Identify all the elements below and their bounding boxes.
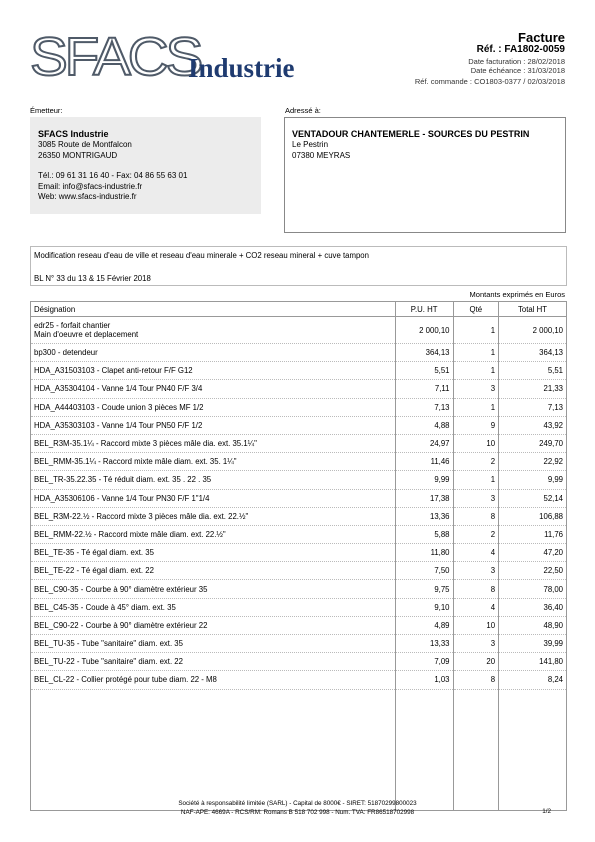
cell-unit-price: 7,13 — [395, 398, 453, 416]
cell-quantity: 9 — [453, 416, 499, 434]
cell-total: 141,80 — [499, 653, 567, 671]
table-row — [31, 362, 567, 380]
cell-unit-price: 17,38 — [395, 489, 453, 507]
cell-quantity: 8 — [453, 671, 499, 689]
cell-total: 364,13 — [499, 344, 567, 362]
table-row — [31, 317, 567, 344]
cell-unit-price: 4,89 — [395, 616, 453, 634]
cell-total: 78,00 — [499, 580, 567, 598]
table-row — [31, 398, 567, 416]
cell-unit-price: 2 000,10 — [395, 317, 453, 344]
table-row — [31, 616, 567, 634]
designation-text: BEL_TR-35.22.35 - Té réduit diam. ext. 35 . 22 . 35 — [34, 475, 212, 485]
cell-total: 249,70 — [499, 434, 567, 452]
description-line2: BL N° 33 du 13 & 15 Février 2018 — [34, 274, 151, 283]
cell-unit-price: 7,09 — [395, 653, 453, 671]
table-row — [31, 434, 567, 452]
recipient-address-line2: 07380 MEYRAS — [292, 150, 351, 160]
cell-quantity: 10 — [453, 616, 499, 634]
cell-quantity: 8 — [453, 580, 499, 598]
cell-unit-price: 9,10 — [395, 598, 453, 616]
cell-total: 48,90 — [499, 616, 567, 634]
cell-total: 8,24 — [499, 671, 567, 689]
table-row — [31, 671, 567, 689]
company-logo — [30, 27, 320, 87]
table-row — [31, 344, 567, 362]
invoice-items-table — [30, 301, 567, 811]
cell-total: 2 000,10 — [499, 317, 567, 344]
invoice-date: Date facturation : 28/02/2018 — [468, 57, 565, 66]
designation-text: HDA_A35304104 - Vanne 1/4 Tour PN40 F/F 3/4 — [34, 384, 203, 394]
designation-text: BEL_C90-35 - Courbe à 90° diamètre extérieur 35 — [34, 584, 208, 594]
table-row — [31, 489, 567, 507]
logo-brand-text: SFACS — [30, 27, 201, 87]
table-row — [31, 471, 567, 489]
cell-designation — [31, 416, 396, 434]
cell-total: 22,50 — [499, 562, 567, 580]
cell-unit-price: 9,75 — [395, 580, 453, 598]
order-reference: Réf. commande : CO1803-0377 / 02/03/2018 — [414, 77, 565, 86]
designation-text: BEL_C45-35 - Coude à 45° diam. ext. 35 — [34, 602, 176, 612]
cell-designation — [31, 344, 396, 362]
page-number: 1/2 — [542, 808, 551, 815]
cell-unit-price: 11,46 — [395, 453, 453, 471]
table-row — [31, 635, 567, 653]
recipient-label: Adressé à: — [285, 106, 321, 115]
recipient-name: VENTADOUR CHANTEMERLE - SOURCES DU PESTRIN — [292, 129, 530, 139]
cell-unit-price: 24,97 — [395, 434, 453, 452]
table-filler-row — [31, 689, 567, 810]
cell-total: 9,99 — [499, 471, 567, 489]
cell-designation — [31, 434, 396, 452]
header-quantity: Qté — [453, 302, 499, 317]
emitter-phone: Tél.: 09 61 31 16 40 - Fax: 04 86 55 63 01 — [38, 171, 188, 180]
cell-designation — [31, 598, 396, 616]
table-row — [31, 507, 567, 525]
cell-total: 106,88 — [499, 507, 567, 525]
table-row — [31, 544, 567, 562]
cell-quantity: 3 — [453, 635, 499, 653]
cell-quantity: 20 — [453, 653, 499, 671]
due-date: Date échéance : 31/03/2018 — [470, 66, 565, 75]
cell-quantity: 4 — [453, 598, 499, 616]
cell-unit-price: 9,99 — [395, 471, 453, 489]
table-row — [31, 416, 567, 434]
emitter-web: Web: www.sfacs-industrie.fr — [38, 192, 137, 201]
designation-text: BEL_RMM-35.1¼ - Raccord mixte mâle diam. ext. 35. 1¼" — [34, 457, 237, 467]
designation-text: edr25 - forfait chantier — [34, 321, 111, 330]
cell-designation — [31, 616, 396, 634]
emitter-box — [30, 117, 261, 214]
table-row — [31, 525, 567, 543]
cell-unit-price: 1,03 — [395, 671, 453, 689]
recipient-address-line1: Le Pestrin — [292, 140, 329, 149]
cell-quantity: 1 — [453, 317, 499, 344]
empty-cell — [499, 689, 567, 810]
cell-quantity: 1 — [453, 471, 499, 489]
cell-unit-price: 7,50 — [395, 562, 453, 580]
logo-industrie-text: Industrie — [188, 53, 295, 83]
footer-line2: NAF-APE: 4669A - RCS/RM: Romans B 518 702 998 - Num. TVA: FR86518702998 — [180, 809, 415, 816]
legal-footer — [0, 799, 595, 817]
emitter-address-line1: 3085 Route de Montfalcon — [38, 140, 132, 149]
cell-designation — [31, 489, 396, 507]
designation-detail-text: Main d'oeuvre et deplacement — [34, 330, 139, 339]
cell-quantity: 1 — [453, 344, 499, 362]
cell-designation — [31, 671, 396, 689]
designation-text: HDA_A44403103 - Coude union 3 pièces MF 1/2 — [34, 402, 204, 412]
cell-designation — [31, 525, 396, 543]
description-line1: Modification reseau d'eau de ville et reseau d'eau minerale + CO2 reseau mineral + cuve tampon — [34, 251, 369, 260]
header-designation: Désignation — [31, 302, 396, 317]
cell-designation — [31, 562, 396, 580]
designation-text: BEL_TE-22 - Té égal diam. ext. 22 — [34, 566, 154, 576]
designation-text: HDA_A35303103 - Vanne 1/4 Tour PN50 F/F 1/2 — [34, 420, 203, 430]
cell-total: 11,76 — [499, 525, 567, 543]
cell-total: 21,33 — [499, 380, 567, 398]
cell-quantity: 3 — [453, 489, 499, 507]
cell-quantity: 2 — [453, 453, 499, 471]
table-body — [31, 317, 567, 811]
document-title: Facture — [518, 30, 565, 45]
cell-total: 22,92 — [499, 453, 567, 471]
cell-designation — [31, 471, 396, 489]
cell-unit-price: 13,33 — [395, 635, 453, 653]
table-row — [31, 380, 567, 398]
cell-quantity: 1 — [453, 398, 499, 416]
cell-designation — [31, 635, 396, 653]
invoice-reference: Réf. : FA1802-0059 — [476, 44, 565, 55]
designation-text: HDA_A35306106 - Vanne 1/4 Tour PN30 F/F 1"1/4 — [34, 493, 210, 503]
cell-quantity: 4 — [453, 544, 499, 562]
emitter-email: Email: info@sfacs-industrie.fr — [38, 181, 143, 191]
cell-total: 39,99 — [499, 635, 567, 653]
cell-quantity: 2 — [453, 525, 499, 543]
cell-unit-price: 5,88 — [395, 525, 453, 543]
cell-designation — [31, 398, 396, 416]
cell-designation — [31, 317, 396, 344]
designation-text: BEL_RMM-22.½ - Raccord mixte mâle diam. ext. 22.½" — [34, 529, 226, 539]
cell-unit-price: 7,11 — [395, 380, 453, 398]
cell-total: 5,51 — [499, 362, 567, 380]
cell-unit-price: 4,88 — [395, 416, 453, 434]
designation-text: HDA_A31503103 - Clapet anti-retour F/F G12 — [34, 366, 193, 376]
header-total: Total HT — [499, 302, 567, 317]
cell-total: 47,20 — [499, 544, 567, 562]
cell-designation — [31, 580, 396, 598]
invoice-description — [30, 246, 567, 286]
designation-text: BEL_TU-22 - Tube "sanitaire" diam. ext. 22 — [34, 657, 183, 667]
cell-designation — [31, 453, 396, 471]
cell-designation — [31, 653, 396, 671]
table-row — [31, 598, 567, 616]
empty-cell — [395, 689, 453, 810]
table-row — [31, 653, 567, 671]
designation-text: BEL_R3M-22.½ - Raccord mixte 3 pièces mâle dia. ext. 22.½" — [34, 511, 249, 521]
recipient-box — [284, 117, 566, 233]
table-row — [31, 453, 567, 471]
cell-total: 52,14 — [499, 489, 567, 507]
footer-line1: Société à responsabilité limitée (SARL) - Capital de 8000€ - SIRET: 51870299800023 — [178, 800, 417, 807]
cell-quantity: 1 — [453, 362, 499, 380]
currency-note: Montants exprimés en Euros — [469, 290, 565, 299]
cell-unit-price: 13,36 — [395, 507, 453, 525]
emitter-name: SFACS Industrie — [38, 129, 109, 139]
cell-designation — [31, 507, 396, 525]
cell-designation — [31, 380, 396, 398]
cell-designation — [31, 544, 396, 562]
designation-text: BEL_TU-35 - Tube "sanitaire" diam. ext. 35 — [34, 639, 183, 649]
cell-total: 7,13 — [499, 398, 567, 416]
emitter-label: Émetteur: — [30, 106, 63, 115]
cell-unit-price: 11,80 — [395, 544, 453, 562]
empty-cell — [31, 689, 396, 810]
cell-quantity: 3 — [453, 380, 499, 398]
cell-total: 36,40 — [499, 598, 567, 616]
table-header-row — [31, 302, 567, 317]
cell-designation — [31, 362, 396, 380]
table-row — [31, 580, 567, 598]
empty-cell — [453, 689, 499, 810]
designation-text: bp300 - detendeur — [34, 348, 98, 358]
table-row — [31, 562, 567, 580]
designation-text: BEL_CL-22 - Collier protégé pour tube diam. 22 - M8 — [34, 675, 217, 685]
header-unit-price: P.U. HT — [395, 302, 453, 317]
designation-text: BEL_R3M-35.1¼ - Raccord mixte 3 pièces mâle dia. ext. 35.1¼" — [34, 439, 257, 449]
cell-quantity: 3 — [453, 562, 499, 580]
cell-unit-price: 364,13 — [395, 344, 453, 362]
cell-quantity: 8 — [453, 507, 499, 525]
emitter-address-line2: 26350 MONTRIGAUD — [38, 150, 118, 160]
designation-text: BEL_TE-35 - Té égal diam. ext. 35 — [34, 548, 154, 558]
cell-unit-price: 5,51 — [395, 362, 453, 380]
cell-quantity: 10 — [453, 434, 499, 452]
designation-text: BEL_C90-22 - Courbe à 90° diamètre extérieur 22 — [34, 620, 208, 630]
cell-total: 43,92 — [499, 416, 567, 434]
